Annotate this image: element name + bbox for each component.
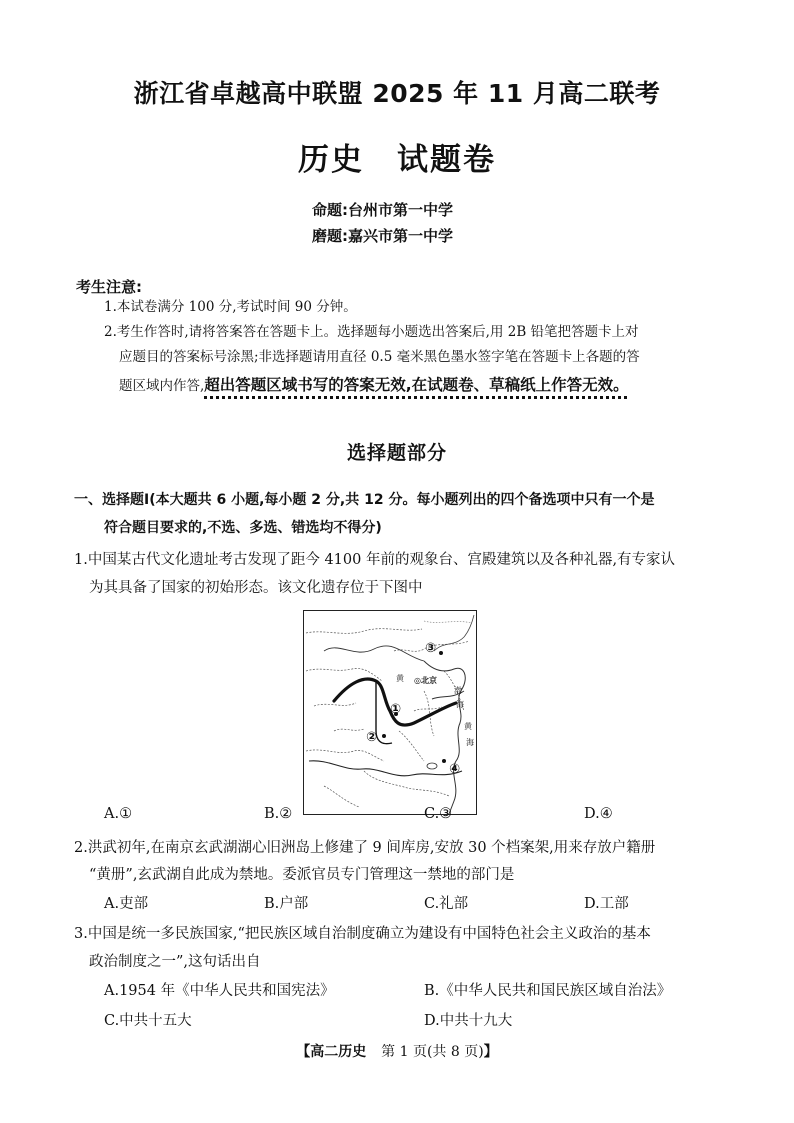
- map-label-bo: 渤: [454, 686, 462, 695]
- question-1-option-b: B.②: [264, 806, 293, 822]
- notice-item-1: 1.本试卷满分 100 分,考试时间 90 分钟。: [104, 299, 357, 315]
- question-1-option-d: D.④: [584, 806, 613, 822]
- exam-title: 浙江省卓越高中联盟 2025 年 11 月高二联考: [133, 79, 661, 108]
- map-figure: [303, 610, 477, 815]
- notice-item-2-line1: 2.考生作答时,请将答案答在答题卡上。选择题每小题选出答案后,用 2B 铅笔把答题卡上对: [104, 324, 639, 340]
- question-3-option-d: D.中共十九大: [424, 1013, 513, 1029]
- footer-right: 】: [483, 1044, 498, 1060]
- proposer: 命题:台州市第一中学: [312, 201, 453, 219]
- question-2-option-a: A.吏部: [104, 896, 149, 912]
- section-title: 选择题部分: [346, 442, 447, 464]
- notice-heading: 考生注意:: [76, 278, 142, 296]
- question-1-line1: 1.中国某古代文化遗址考古发现了距今 4100 年前的观象台、宫殿建筑以及各种礼器,有专家认: [74, 552, 676, 568]
- map-label-hai-1: 海: [456, 700, 464, 709]
- question-2-option-d: D.工部: [584, 896, 629, 912]
- question-3-option-c: C.中共十五大: [104, 1013, 192, 1029]
- map-label-huang: 黄: [464, 722, 472, 731]
- map-marker-4: ④: [449, 762, 461, 777]
- notice-plain: 题区域内作答,: [119, 378, 205, 394]
- question-3-option-b: B.《中华人民共和国民族区域自治法》: [424, 983, 672, 999]
- map-marker-1: ①: [390, 702, 402, 717]
- question-2-option-c: C.礼部: [424, 896, 469, 912]
- map-label-beijing: ◎北京: [414, 676, 437, 685]
- question-1-option-a: A.①: [104, 806, 133, 822]
- notice-item-2-line3: [119, 373, 629, 395]
- question-3-option-a: A.1954 年《中华人民共和国宪法》: [104, 983, 335, 999]
- question-1-line2: 为其具备了国家的初始形态。该文化遗存位于下图中: [89, 580, 423, 596]
- footer-left: 【高二历史: [296, 1044, 367, 1060]
- page-footer: [0, 1041, 794, 1061]
- question-2-line2: “黄册”,玄武湖自此成为禁地。委派官员专门管理这一禁地的部门是: [89, 867, 515, 883]
- map-label-hai-2: 海: [466, 738, 474, 747]
- map-marker-2: ②: [366, 730, 378, 745]
- subject-title: 历史 试题卷: [298, 142, 496, 178]
- notice-item-2-line2: 应题目的答案标号涂黑;非选择题请用直径 0.5 毫米黑色墨水签字笔在答题卡上各题的答: [119, 349, 640, 365]
- notice-emphasis: 超出答题区域书写的答案无效,在试题卷、草稿纸上作答无效。: [204, 376, 629, 394]
- question-3-line1: 3.中国是统一多民族国家,“把民族区域自治制度确立为建设有中国特色社会主义政治的基本: [74, 926, 651, 942]
- question-1-option-c: C.③: [424, 806, 453, 822]
- question-2-line1: 2.洪武初年,在南京玄武湖湖心旧洲岛上修建了 9 间库房,安放 30 个档案架,用来存放户籍册: [74, 840, 656, 856]
- reviewer: 磨题:嘉兴市第一中学: [312, 227, 453, 245]
- footer-page-number: 第 1 页(共 8 页): [381, 1044, 484, 1060]
- question-2-option-b: B.户部: [264, 896, 309, 912]
- section-instruction-line2: 符合题目要求的,不选、多选、错选均不得分): [104, 520, 382, 536]
- question-3-line2: 政治制度之一”,这句话出自: [89, 954, 261, 970]
- map-marker-3: ③: [425, 641, 437, 656]
- section-instruction-line1: 一、选择题Ⅰ(本大题共 6 小题,每小题 2 分,共 12 分。每小题列出的四个备选项中只有一个是: [74, 492, 655, 508]
- map-label-river: 黄: [396, 674, 404, 683]
